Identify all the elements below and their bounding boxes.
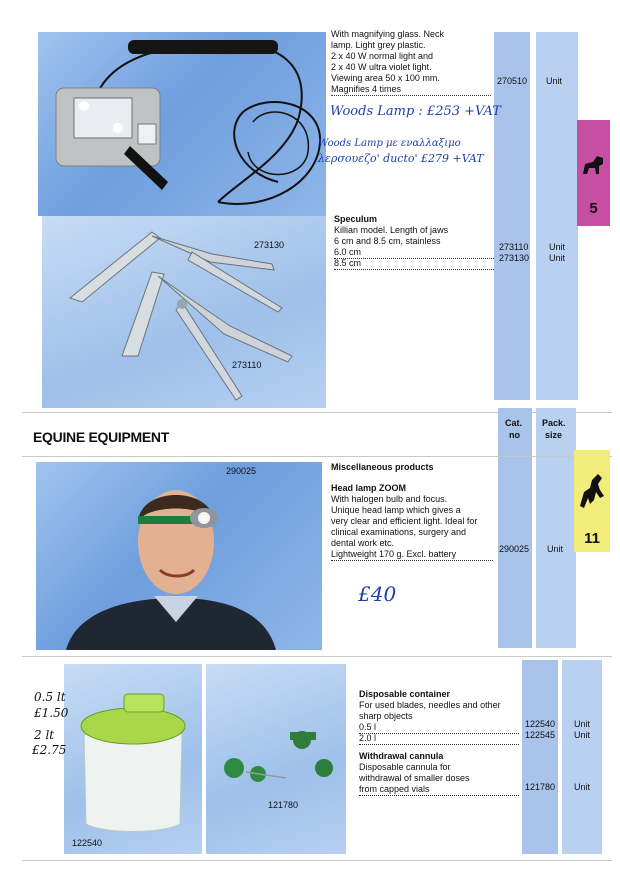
- container-photo: [64, 664, 202, 854]
- cannula-cat: 121780: [525, 782, 556, 792]
- cannula-desc-3-text: from capped vials: [359, 784, 519, 796]
- head-lamp-desc-4: clinical examinations, surgery and: [331, 527, 467, 537]
- container-size-1-text: 0.5 l: [359, 722, 519, 734]
- container-illustration: [64, 664, 202, 854]
- cannula-photo: [206, 664, 346, 854]
- container-desc-1: For used blades, needles and other: [359, 700, 501, 710]
- pack-column-bottom: [562, 660, 602, 854]
- speculum-cat-2: 273130: [499, 253, 530, 263]
- dog-tab-number: 5: [589, 200, 598, 217]
- handwritten-head-lamp-price: £40: [358, 582, 397, 606]
- section-divider-3: [22, 860, 612, 861]
- speculum-photo-label-1: 273130: [254, 240, 285, 250]
- cannula-illustration: [206, 664, 346, 854]
- handwritten-size-2: 2 lt: [34, 728, 55, 742]
- horse-category-tab: [574, 450, 610, 552]
- dog-icon: [577, 146, 610, 186]
- speculum-desc-1: Killian model. Length of jaws: [334, 225, 449, 235]
- head-lamp-photo: [36, 462, 322, 650]
- misc-category: Miscellaneous products: [331, 462, 434, 472]
- container-desc-2: sharp objects: [359, 711, 413, 721]
- handwritten-woods-note-2: λερσουεζο' ducto' £279 +VAT: [318, 152, 484, 165]
- lamp-desc-line-1: With magnifying glass. Neck: [331, 29, 445, 39]
- woods-lamp-photo: [38, 32, 326, 216]
- section-divider-2: [22, 656, 612, 657]
- head-lamp-desc-2: Unique head lamp which gives a: [331, 505, 461, 515]
- handwritten-woods-price: Woods Lamp : £253 +VAT: [330, 104, 501, 119]
- pack-header-line-2: size: [545, 430, 563, 440]
- cat-column-top: [494, 32, 530, 400]
- speculum-cat-1: 273110: [499, 242, 529, 252]
- cannula-photo-label: 121780: [268, 800, 299, 810]
- speculum-photo-label-2: 273110: [232, 360, 262, 370]
- cat-column-mid: [498, 408, 532, 648]
- dog-category-tab: [577, 120, 610, 226]
- container-size-2: [359, 733, 519, 745]
- container-unit-1: Unit: [574, 719, 591, 729]
- section-heading: EQUINE EQUIPMENT: [33, 429, 169, 445]
- lamp-desc-line-6: [331, 84, 491, 96]
- horse-tab-number: 11: [584, 530, 600, 547]
- head-lamp-desc-5: dental work etc.: [331, 538, 395, 548]
- lamp-pack-unit: Unit: [546, 76, 563, 86]
- cannula-desc-1: Disposable cannula for: [359, 762, 451, 772]
- container-title: Disposable container: [359, 689, 451, 699]
- handwritten-price-2: £2.75: [32, 743, 67, 757]
- handwritten-price-1: £1.50: [34, 706, 69, 720]
- lamp-desc-line-2: lamp. Light grey plastic.: [331, 40, 426, 50]
- speculum-desc-2: 6 cm and 8.5 cm, stainless: [334, 236, 441, 246]
- head-lamp-title: Head lamp ZOOM: [331, 483, 407, 493]
- container-photo-label: 122540: [72, 838, 103, 848]
- head-lamp-cat: 290025: [499, 544, 530, 554]
- lamp-desc-line-3: 2 x 40 W normal light and: [331, 51, 434, 61]
- cannula-desc-2: withdrawal of smaller doses: [359, 773, 470, 783]
- head-lamp-desc-3: very clear and efficient light. Ideal for: [331, 516, 478, 526]
- container-cat-1: 122540: [525, 719, 556, 729]
- container-unit-2: Unit: [574, 730, 591, 740]
- speculum-size-1-text: 6.0 cm: [334, 247, 494, 259]
- pack-header-line-1: Pack.: [542, 418, 566, 428]
- handwritten-woods-note-1: Woods Lamp με εναλλαξιμο: [318, 138, 461, 149]
- horse-icon: [574, 470, 610, 514]
- head-lamp-weight-text: Lightweight 170 g. Excl. battery: [331, 549, 493, 561]
- head-lamp-unit: Unit: [547, 544, 564, 554]
- lamp-desc-line-5: Viewing area 50 x 100 mm.: [331, 73, 440, 83]
- speculum-unit-1: Unit: [549, 242, 566, 252]
- speculum-photo: [42, 216, 326, 408]
- lamp-cat-number: 270510: [497, 76, 528, 86]
- pack-column-mid: [536, 408, 576, 648]
- handwritten-size-1: 0.5 lt: [34, 690, 66, 704]
- head-lamp-desc-6: [331, 549, 493, 561]
- speculum-unit-2: Unit: [549, 253, 566, 263]
- lamp-magnify-text: Magnifies 4 times: [331, 84, 491, 96]
- cannula-unit: Unit: [574, 782, 591, 792]
- cannula-title: Withdrawal cannula: [359, 751, 444, 761]
- head-lamp-desc-1: With halogen bulb and focus.: [331, 494, 448, 504]
- lamp-desc-line-4: 2 x 40 W ultra violet light.: [331, 62, 432, 72]
- heading-underline: [22, 456, 612, 457]
- cat-header-line-1: Cat.: [505, 418, 523, 428]
- container-size-2-text: 2.0 l: [359, 733, 519, 745]
- lamp-cable-illustration: [38, 32, 326, 216]
- speculum-title: Speculum: [334, 214, 378, 224]
- head-lamp-model-illustration: [36, 462, 322, 650]
- cat-column-bottom: [522, 660, 558, 854]
- cannula-desc-3: [359, 784, 519, 796]
- cat-header-line-2: no: [509, 430, 520, 440]
- pack-column-top: [536, 32, 578, 400]
- container-cat-2: 122545: [525, 730, 556, 740]
- head-lamp-photo-label: 290025: [226, 466, 257, 476]
- speculum-size-2-text: 8.5 cm: [334, 258, 494, 270]
- speculum-size-2: [334, 258, 494, 270]
